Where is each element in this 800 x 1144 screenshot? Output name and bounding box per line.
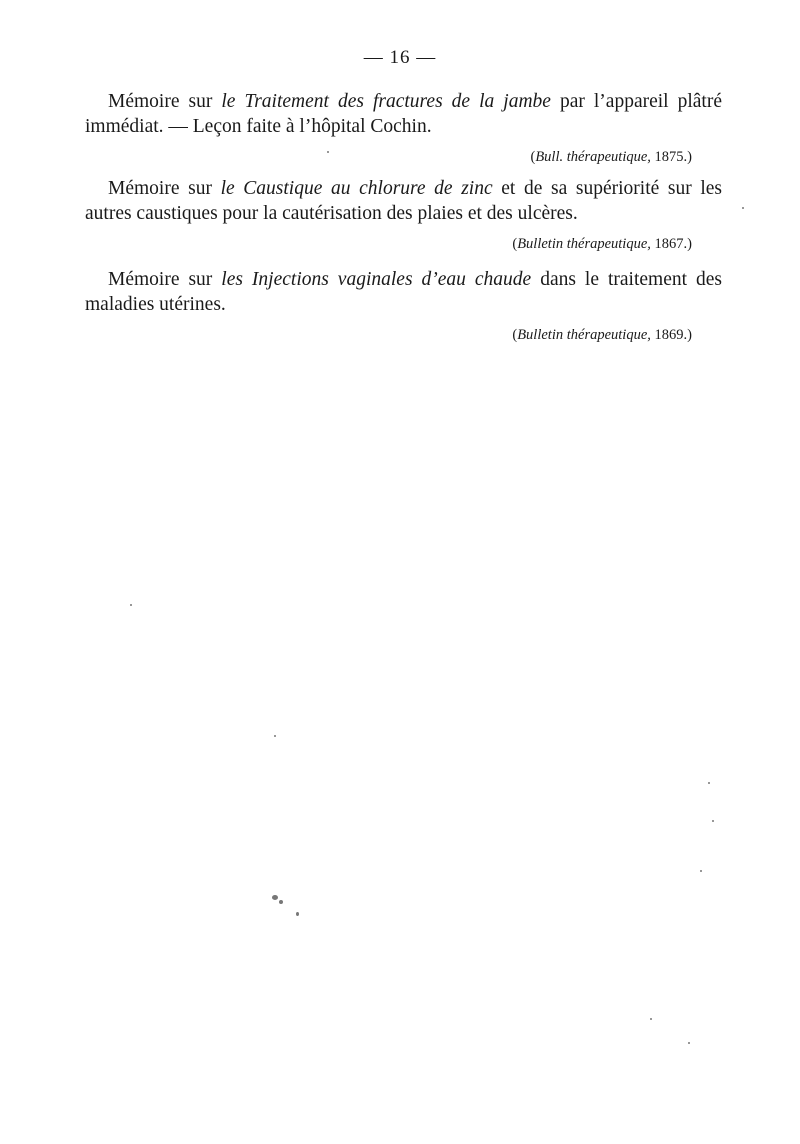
page-number: — 16 — <box>363 47 437 68</box>
entry-second-line: autres caustiques pour la cautérisation des plaies et des ulcères. <box>85 203 578 224</box>
source-year: 1867.) <box>650 236 692 252</box>
scan-speck <box>650 1018 652 1020</box>
entry-first-line <box>108 176 722 201</box>
bibliography-entry <box>85 267 723 348</box>
entry-lead: Mémoire sur <box>108 91 222 112</box>
entry-title: les Injections vaginales d’eau chaude <box>221 269 532 290</box>
source-open: ( <box>530 149 536 165</box>
source-year: 1869.) <box>650 327 692 343</box>
entry-lead: Mémoire sur <box>108 269 222 290</box>
scan-speck <box>274 735 276 737</box>
entry-second-line: immédiat. — Leçon faite à l’hôpital Cochin. <box>85 116 432 137</box>
entry-lead: Mémoire sur <box>108 178 221 199</box>
source-year: 1875.) <box>650 149 692 165</box>
scan-speck <box>272 895 278 900</box>
entry-second-line: maladies utérines. <box>85 294 226 315</box>
entry-title: le Caustique au chlorure de zinc <box>220 178 493 199</box>
scan-speck <box>688 1042 690 1044</box>
source-journal: Bulletin thérapeutique, <box>517 327 651 343</box>
source-journal: Bulletin thérapeutique, <box>517 236 651 252</box>
source-open: ( <box>512 327 518 343</box>
entry-line1-tail: dans le traitement des <box>531 269 723 290</box>
entry-source <box>108 323 722 348</box>
scan-speck <box>708 782 710 784</box>
source-journal: Bull. thérapeutique, <box>535 149 651 165</box>
scan-speck <box>279 900 283 904</box>
scan-speck <box>700 870 702 872</box>
entry-text <box>85 267 723 317</box>
entry-source <box>108 145 722 170</box>
entry-first-line <box>108 89 722 114</box>
entry-title: le Traitement des fractures de la jambe <box>221 91 551 112</box>
scan-speck <box>130 604 132 606</box>
scan-speck <box>327 151 329 153</box>
entry-line1-tail: et de sa supériorité sur les <box>492 178 723 199</box>
entry-text <box>85 89 722 139</box>
scan-speck <box>712 820 714 822</box>
scan-speck <box>742 207 744 209</box>
source-open: ( <box>512 236 518 252</box>
scan-speck <box>296 912 299 916</box>
entry-first-line <box>108 267 722 292</box>
entry-text <box>85 176 723 226</box>
entry-source <box>108 232 722 257</box>
bibliography-entry <box>85 176 723 257</box>
entry-line1-tail: par l’appareil plâtré <box>550 91 722 112</box>
bibliography-entry <box>85 89 722 170</box>
